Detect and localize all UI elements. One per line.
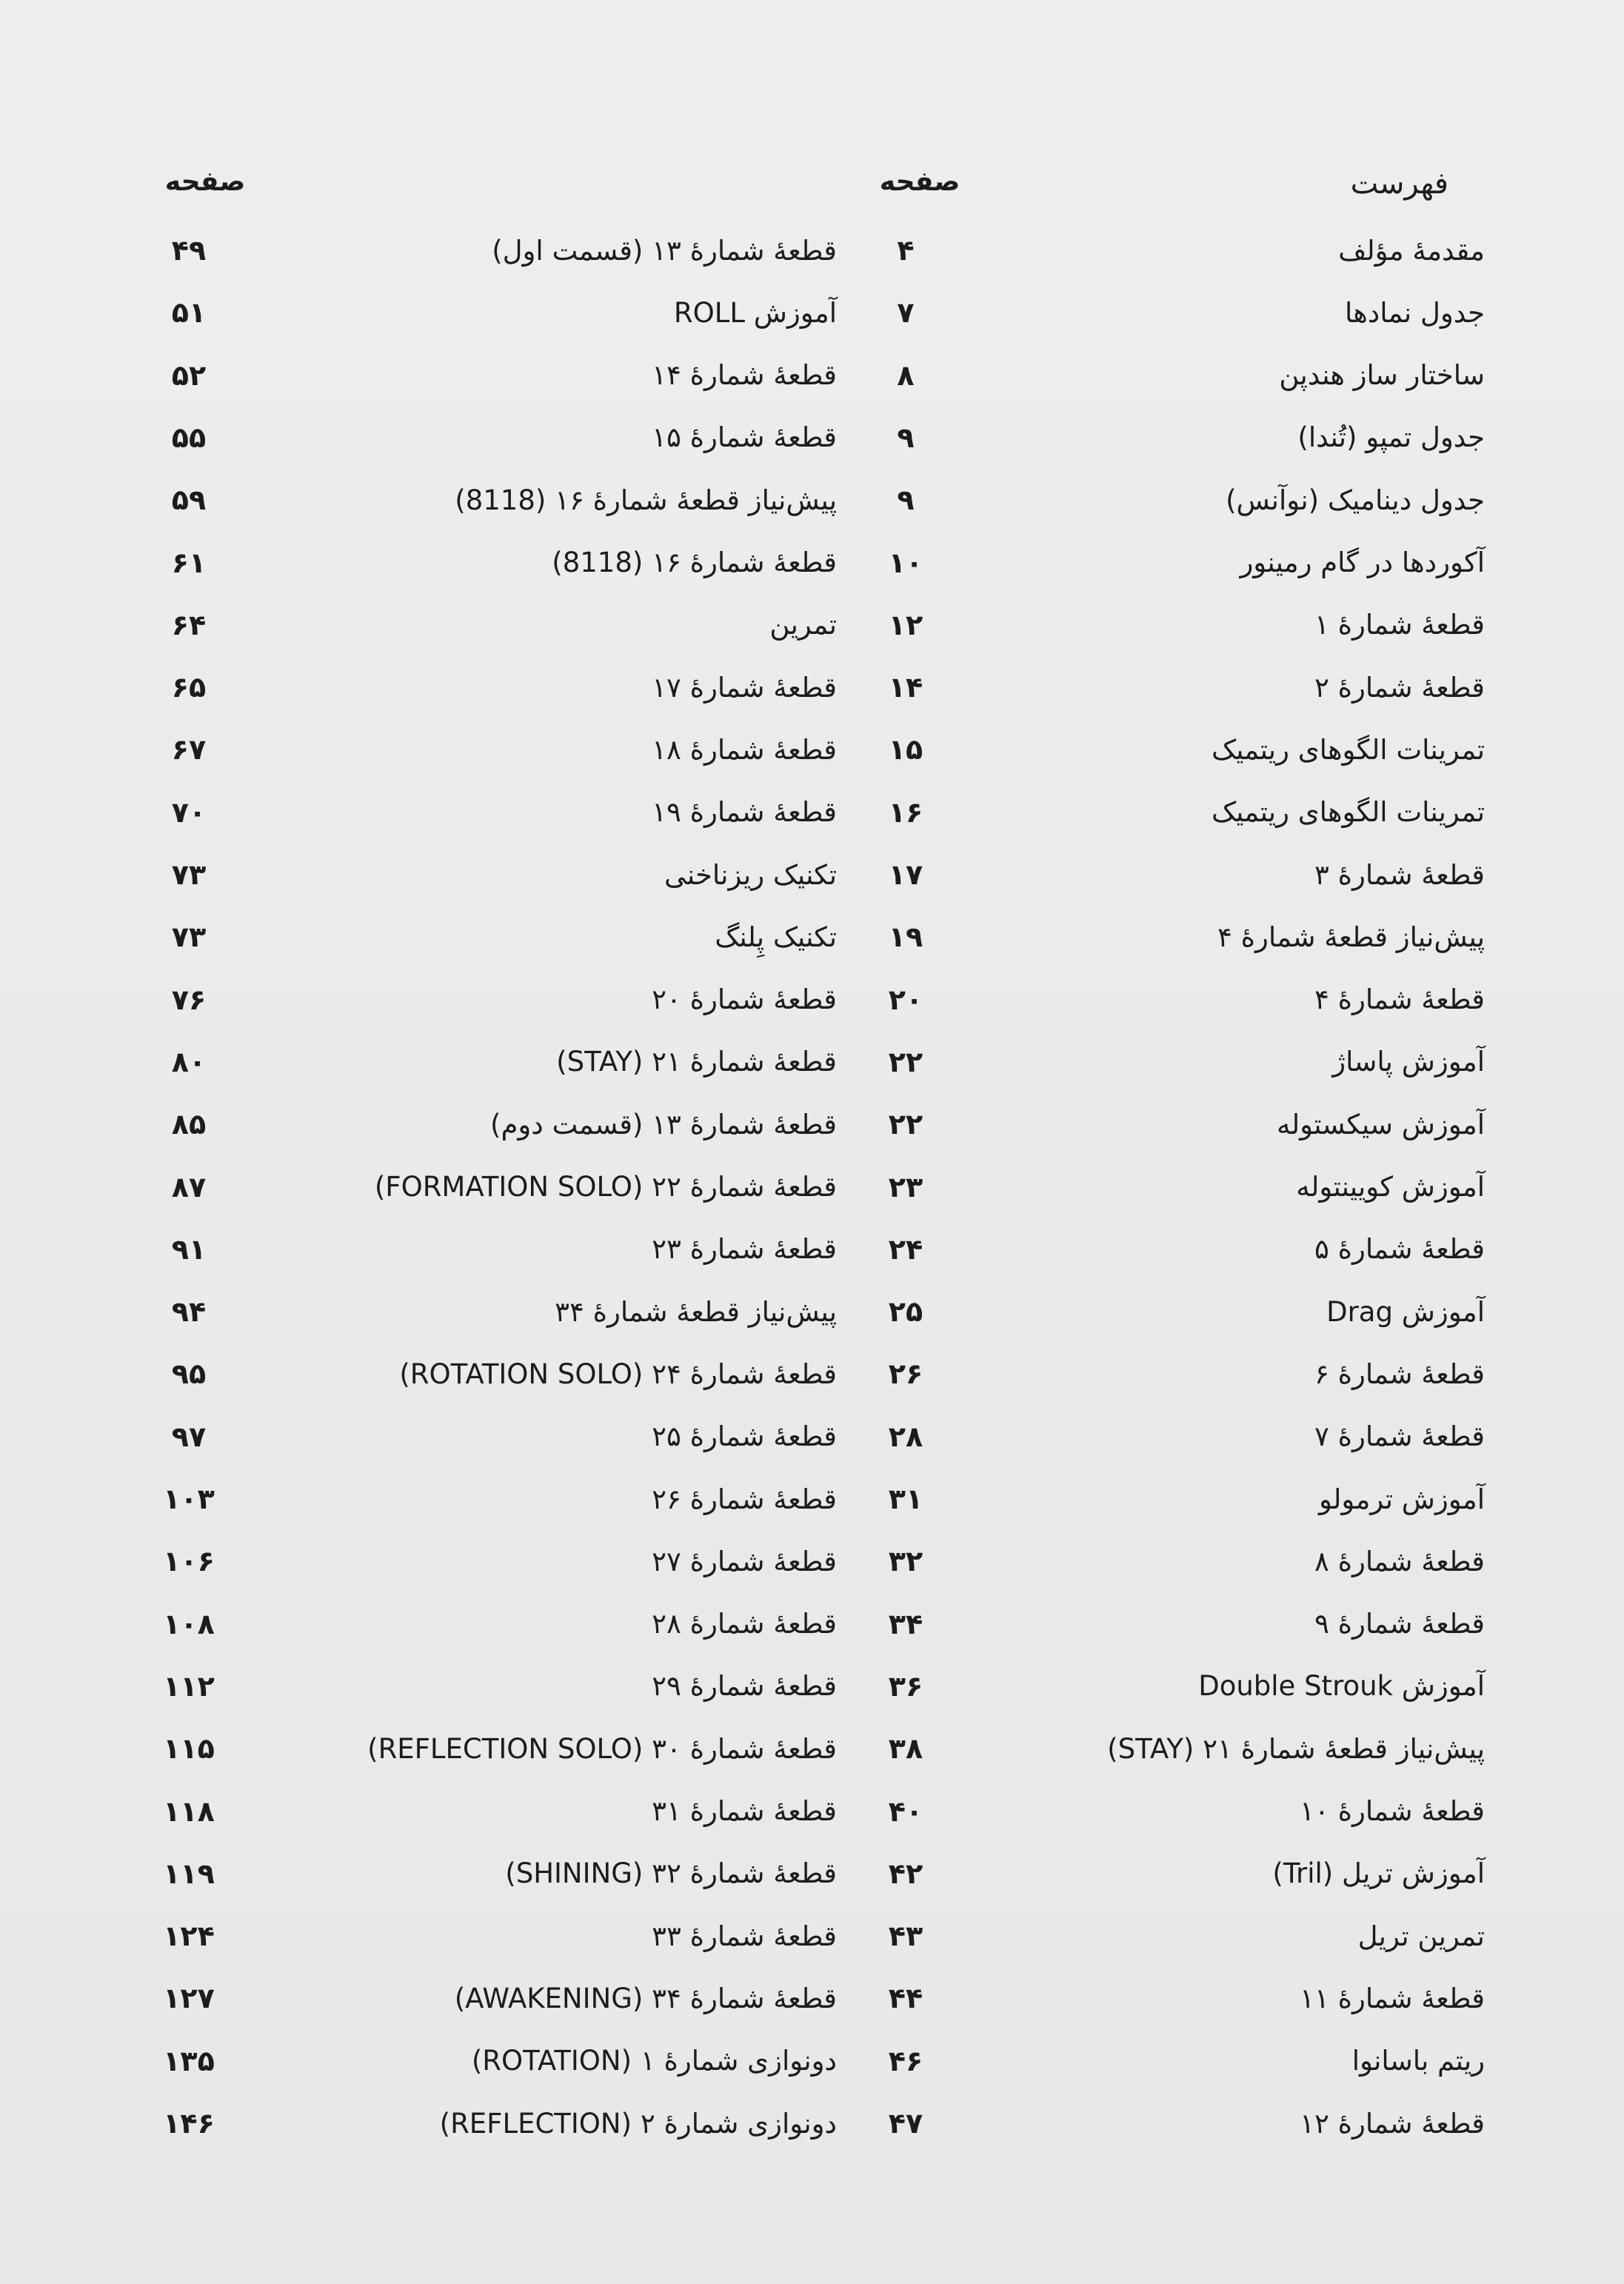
toc-entry-page: ۱۳۵	[163, 2044, 215, 2077]
toc-entry-page: ۶۷	[171, 733, 207, 767]
toc-entry-page: ۵۹	[171, 484, 207, 517]
toc-entry-title: تکنیک پِلنگ	[715, 921, 837, 953]
toc-entry-title: قطعهٔ شمارهٔ ۳۱	[652, 1795, 837, 1827]
toc-entry-title: قطعهٔ شمارهٔ ۱۲	[1300, 2107, 1485, 2140]
toc-entry	[0, 1220, 859, 1279]
toc-entry-title: آکوردها در گام رمینور	[1240, 547, 1485, 578]
toc-entry	[854, 1532, 1624, 1591]
toc-entry	[0, 2094, 859, 2153]
toc-entry	[0, 658, 859, 717]
toc-entry-page: ۱۲۷	[163, 1982, 215, 2015]
toc-entry-title: پیش‌نیاز قطعهٔ شمارهٔ ۴	[1217, 921, 1485, 953]
toc-entry	[854, 658, 1624, 717]
toc-entry	[854, 1407, 1624, 1466]
toc-entry	[854, 1782, 1624, 1841]
toc-entry-title: آموزش ROLL	[673, 296, 837, 329]
toc-entry-page: ۸۰	[171, 1045, 207, 1078]
toc-entry-title: آموزش ترمولو	[1318, 1483, 1485, 1515]
toc-entry-page: ۵۱	[171, 296, 207, 330]
toc-entry-title: قطعهٔ شمارهٔ ۱۸	[652, 733, 837, 766]
toc-entry-page: ۱۶	[888, 795, 923, 829]
toc-entry-page: ۶۵	[171, 671, 207, 704]
toc-entry	[0, 221, 859, 280]
toc-entry-title: قطعهٔ شمارهٔ ۱۳ (قسمت اول)	[492, 234, 837, 267]
toc-entry-title: آموزش سیکستوله	[1276, 1108, 1485, 1141]
toc-entry-page: ۱۲	[888, 608, 923, 641]
toc-entry-page: ۹۱	[171, 1232, 207, 1266]
toc-entry-title: دونوازی شمارهٔ ۲ (REFLECTION)	[439, 2107, 837, 2140]
toc-entry-title: قطعهٔ شمارهٔ ۲۹	[652, 1670, 837, 1703]
toc-entry-title: تکنیک ریزناخنی	[664, 858, 837, 891]
toc-entry-title: قطعهٔ شمارهٔ ۱۳ (قسمت دوم)	[490, 1108, 837, 1141]
toc-entry-title: جدول تمپو (تُندا)	[1297, 421, 1485, 454]
toc-entry-title: دونوازی شمارهٔ ۱ (ROTATION)	[471, 2045, 837, 2077]
toc-entry-page: ۱۰۳	[163, 1483, 215, 1515]
toc-entry	[0, 1906, 859, 1966]
toc-entry	[854, 1595, 1624, 1654]
toc-entry-page: ۱۰۶	[163, 1545, 215, 1578]
toc-entry-page: ۴۳	[888, 1920, 923, 1953]
toc-entry-title: قطعهٔ شمارهٔ ۹	[1314, 1608, 1485, 1640]
toc-entry	[0, 1344, 859, 1403]
toc-entry-title: قطعهٔ شمارهٔ ۳۴ (AWAKENING)	[454, 1982, 837, 2014]
toc-entry	[0, 970, 859, 1029]
toc-entry-page: ۷۳	[171, 921, 207, 954]
toc-entry-page: ۸۷	[171, 1170, 207, 1203]
toc-entry	[854, 1469, 1624, 1529]
toc-entry-title: قطعهٔ شمارهٔ ۱۱	[1300, 1982, 1485, 2014]
toc-entry-title: قطعهٔ شمارهٔ ۲۵	[652, 1420, 837, 1453]
toc-entry	[854, 1719, 1624, 1778]
toc-entry-page: ۵۵	[171, 421, 207, 454]
toc-entry-page: ۱۱۹	[163, 1857, 215, 1890]
toc-entry-page: ۳۸	[888, 1732, 923, 1766]
toc-entry-page: ۹	[897, 484, 915, 517]
toc-entry-page: ۵۲	[171, 358, 207, 392]
toc-entry-title: پیش‌نیاز قطعهٔ شمارهٔ ۲۱ (STAY)	[1107, 1732, 1485, 1765]
toc-entry-page: ۱۱۵	[163, 1732, 215, 1766]
toc-entry-page: ۷	[897, 296, 915, 330]
toc-entry-title: جدول دینامیک (نوآنس)	[1226, 484, 1485, 516]
toc-entry-title: ریتم باسانوا	[1351, 2045, 1485, 2077]
toc-entry	[854, 1032, 1624, 1092]
toc-entry-page: ۹۷	[171, 1420, 207, 1453]
toc-entry	[854, 595, 1624, 655]
toc-entry-title: قطعهٔ شمارهٔ ۲۰	[652, 984, 837, 1016]
toc-entry-title: قطعهٔ شمارهٔ ۳۲ (SHINING)	[505, 1857, 837, 1890]
toc-entry	[0, 595, 859, 655]
toc-entry	[0, 1657, 859, 1716]
toc-entry-page: ۴۲	[888, 1857, 923, 1890]
toc-entry-page: ۲۵	[888, 1295, 923, 1329]
toc-entry	[854, 283, 1624, 342]
toc-entry	[854, 1282, 1624, 1341]
toc-entry-title: قطعهٔ شمارهٔ ۲۱ (STAY)	[556, 1046, 837, 1078]
toc-entry	[0, 1782, 859, 1841]
toc-entry-page: ۷۳	[171, 858, 207, 891]
toc-entry-title: قطعهٔ شمارهٔ ۸	[1314, 1545, 1485, 1577]
toc-entry-title: قطعهٔ شمارهٔ ۷	[1314, 1420, 1485, 1453]
toc-entry-page: ۲۴	[888, 1232, 923, 1266]
toc-entry-title: قطعهٔ شمارهٔ ۱۴	[652, 359, 837, 392]
toc-entry-title: قطعهٔ شمارهٔ ۱۹	[652, 796, 837, 829]
toc-entry-title: پیش‌نیاز قطعهٔ شمارهٔ ۱۶ (8118)	[455, 484, 837, 516]
toc-entry-title: قطعهٔ شمارهٔ ۱۶ (8118)	[552, 547, 837, 578]
toc-entry-title: قطعهٔ شمارهٔ ۱۰	[1300, 1795, 1485, 1827]
toc-entry-page: ۱۴۶	[163, 2107, 215, 2140]
toc-entry	[854, 408, 1624, 467]
toc-entry-title: قطعهٔ شمارهٔ ۴	[1314, 984, 1485, 1016]
toc-entry-page: ۲۳	[888, 1170, 923, 1203]
toc-entry	[0, 783, 859, 842]
toc-entry-page: ۷۰	[171, 795, 207, 829]
toc-entry	[0, 1595, 859, 1654]
toc-entry-page: ۱۲۴	[163, 1920, 215, 1953]
toc-entry-page: ۲۸	[888, 1420, 923, 1453]
toc-entry-page: ۷۶	[171, 983, 207, 1016]
toc-entry-page: ۱۱۲	[163, 1669, 215, 1703]
toc-entry	[854, 1969, 1624, 2028]
toc-entry-title: تمرینات الگوهای ریتمیک	[1211, 796, 1485, 829]
toc-entry-page: ۳۴	[888, 1607, 923, 1640]
toc-entry-page: ۴۷	[888, 2107, 923, 2140]
toc-entry	[854, 221, 1624, 280]
toc-entry-page: ۸۵	[171, 1108, 207, 1141]
toc-entry-page: ۲۶	[888, 1358, 923, 1391]
toc-entry	[0, 1532, 859, 1591]
toc-entry	[0, 1407, 859, 1466]
toc-entry	[854, 1657, 1624, 1716]
toc-entry-page: ۲۰	[888, 983, 923, 1016]
toc-entry-title: ساختار ساز هندپن	[1279, 359, 1485, 392]
toc-entry-title: قطعهٔ شمارهٔ ۱۷	[652, 671, 837, 704]
toc-entry	[0, 1158, 859, 1217]
toc-entry-title: قطعهٔ شمارهٔ ۵	[1314, 1233, 1485, 1266]
toc-entry-title: قطعهٔ شمارهٔ ۱	[1314, 609, 1485, 641]
toc-entry-page: ۳۱	[888, 1483, 923, 1515]
toc-entry-title: تمرین	[769, 609, 837, 641]
toc-entry-page: ۴	[897, 234, 915, 267]
toc-entry-title: قطعهٔ شمارهٔ ۳۳	[652, 1920, 837, 1952]
toc-entry-title: پیش‌نیاز قطعهٔ شمارهٔ ۳۴	[555, 1295, 837, 1328]
toc-entry-title: قطعهٔ شمارهٔ ۲۷	[652, 1545, 837, 1577]
toc-entry-title: آموزش Double Strouk	[1198, 1670, 1485, 1703]
toc-entry	[854, 1158, 1624, 1217]
toc-entry-page: ۹	[897, 421, 915, 454]
toc-entry	[854, 783, 1624, 842]
toc-entry	[854, 1344, 1624, 1403]
toc-entry-title: آموزش پاساژ	[1332, 1046, 1485, 1078]
toc-entry-page: ۹۴	[171, 1295, 207, 1329]
toc-entry-page: ۴۰	[888, 1794, 923, 1828]
toc-entry-page: ۳۶	[888, 1669, 923, 1703]
toc-entry-title: تمرین تریل	[1357, 1920, 1485, 1952]
page-column-header-left: صفحه	[164, 167, 246, 197]
toc-entry-page: ۴۴	[888, 1982, 923, 2015]
toc-entry-page: ۱۵	[888, 733, 923, 767]
toc-entry	[0, 907, 859, 966]
toc-entry	[0, 470, 859, 530]
toc-entry-title: قطعهٔ شمارهٔ ۲۴ (ROTATION SOLO)	[399, 1358, 837, 1390]
toc-entry-page: ۱۷	[888, 858, 923, 891]
toc-entry	[0, 1032, 859, 1092]
toc-entry	[854, 2094, 1624, 2153]
toc-entry-title: آموزش تریل (Tril)	[1272, 1857, 1485, 1890]
page-column-header-right: صفحه	[879, 167, 960, 197]
toc-entry	[0, 1095, 859, 1154]
toc-entry	[854, 1906, 1624, 1966]
toc-entry	[854, 907, 1624, 966]
toc-entry-page: ۲۲	[888, 1045, 923, 1078]
toc-entry	[0, 720, 859, 779]
toc-entry	[0, 1719, 859, 1778]
toc-title: فهرست	[1350, 167, 1448, 201]
toc-entry-page: ۱۹	[888, 921, 923, 954]
toc-entry	[0, 2031, 859, 2091]
toc-entry	[854, 470, 1624, 530]
toc-entry	[0, 283, 859, 342]
toc-entry-title: تمرینات الگوهای ریتمیک	[1211, 733, 1485, 766]
toc-entry-page: ۱۰	[888, 546, 923, 579]
toc-entry-title: قطعهٔ شمارهٔ ۶	[1314, 1358, 1485, 1390]
toc-entry	[0, 1969, 859, 2028]
toc-entry	[854, 1220, 1624, 1279]
toc-entry-title: قطعهٔ شمارهٔ ۳۰ (REFLECTION SOLO)	[367, 1732, 837, 1765]
toc-entry	[854, 720, 1624, 779]
toc-entry	[0, 533, 859, 592]
toc-entry-title: قطعهٔ شمارهٔ ۲۲ (FORMATION SOLO)	[374, 1171, 837, 1203]
toc-entry	[0, 346, 859, 405]
toc-entry-title: قطعهٔ شمارهٔ ۱۵	[652, 421, 837, 454]
toc-entry-title: قطعهٔ شمارهٔ ۳	[1314, 858, 1485, 891]
toc-entry	[854, 346, 1624, 405]
toc-entry-title: مقدمهٔ مؤلف	[1338, 234, 1485, 267]
toc-entry-title: قطعهٔ شمارهٔ ۲۸	[652, 1608, 837, 1640]
toc-entry	[854, 845, 1624, 904]
toc-entry-page: ۹۵	[171, 1358, 207, 1391]
toc-entry-title: قطعهٔ شمارهٔ ۲۳	[652, 1233, 837, 1266]
toc-entry	[854, 1844, 1624, 1903]
toc-entry-page: ۱۴	[888, 671, 923, 704]
toc-entry-title: آموزش کویینتوله	[1296, 1171, 1485, 1203]
toc-entry-page: ۲۲	[888, 1108, 923, 1141]
toc-entry	[854, 2031, 1624, 2091]
toc-entry	[0, 1469, 859, 1529]
toc-entry-page: ۴۶	[888, 2044, 923, 2077]
toc-entry-page: ۱۰۸	[163, 1607, 215, 1640]
toc-entry-page: ۶۴	[171, 608, 207, 641]
toc-entry-page: ۸	[897, 358, 915, 392]
toc-entry-title: آموزش Drag	[1326, 1295, 1485, 1328]
toc-entry-page: ۶۱	[171, 546, 207, 579]
toc-entry	[0, 408, 859, 467]
toc-entry	[0, 1282, 859, 1341]
toc-entry	[854, 533, 1624, 592]
toc-entry-page: ۴۹	[171, 234, 207, 267]
toc-entry	[854, 970, 1624, 1029]
toc-entry-page: ۳۲	[888, 1545, 923, 1578]
toc-entry	[0, 845, 859, 904]
toc-entry-title: جدول نمادها	[1344, 296, 1485, 329]
toc-entry-title: قطعهٔ شمارهٔ ۲۶	[652, 1483, 837, 1515]
toc-entry	[0, 1844, 859, 1903]
toc-entry-title: قطعهٔ شمارهٔ ۲	[1314, 671, 1485, 704]
toc-entry-page: ۱۱۸	[163, 1794, 215, 1828]
toc-entry	[854, 1095, 1624, 1154]
